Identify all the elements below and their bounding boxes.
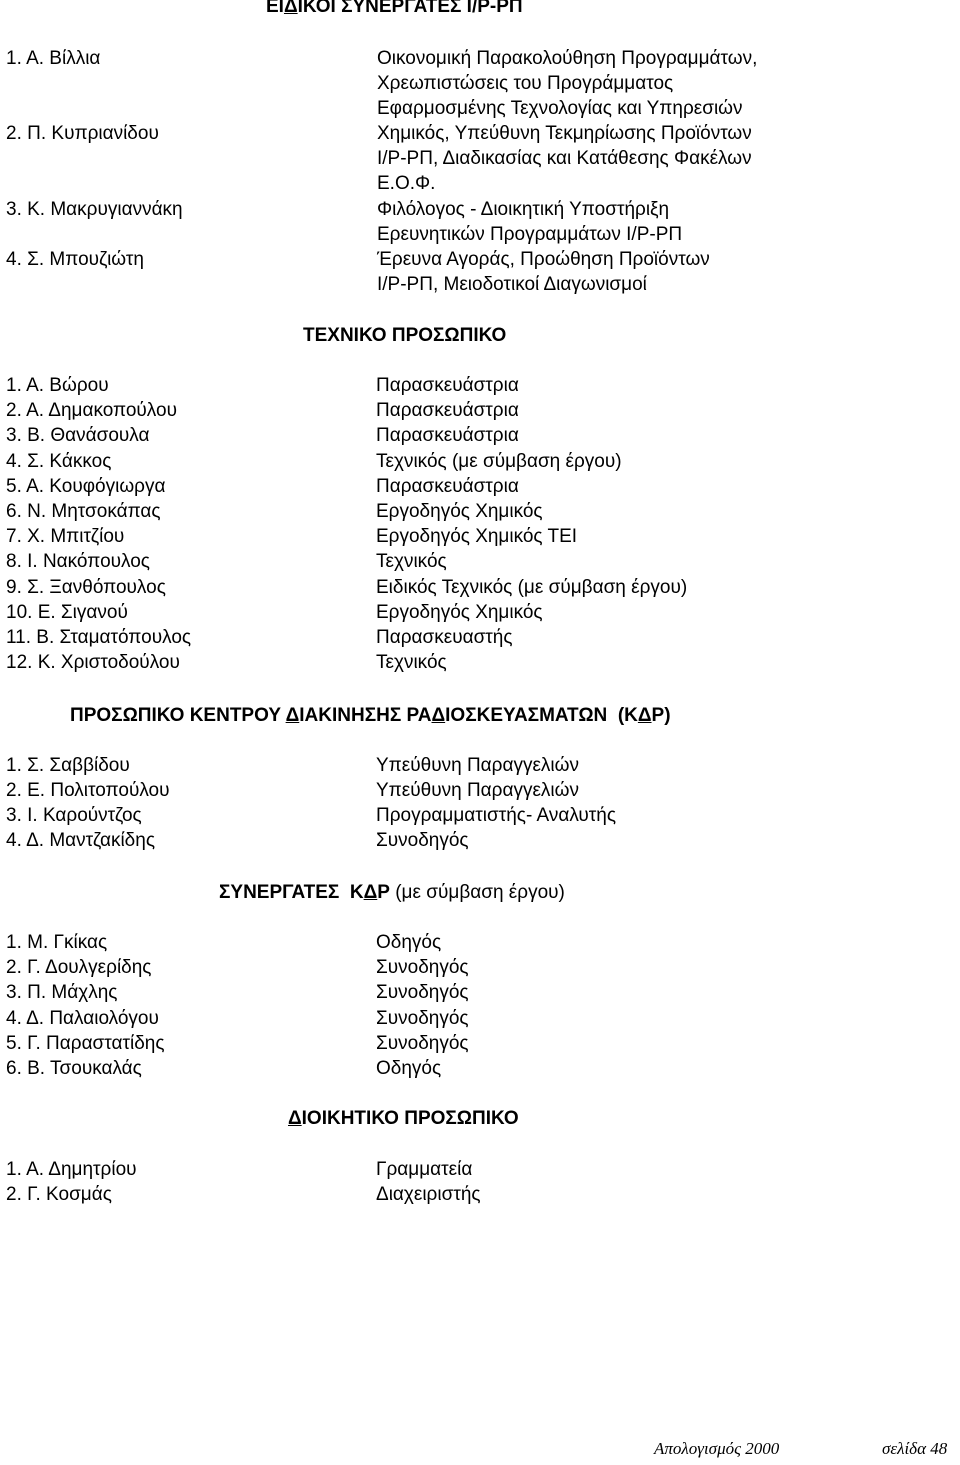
technical-name: 10. Ε. Σιγανού: [6, 601, 128, 623]
technical-role: Παρασκευαστής: [376, 627, 513, 648]
admin-heading: ΔΙΟΙΚΗΤΙΚΟ ΠΡΟΣΩΠΙΚΟ: [288, 1108, 519, 1129]
admin-role: Γραμματεία: [376, 1159, 473, 1180]
kdr-name: 4. Δ. Μαντζακίδης: [6, 830, 155, 851]
collab-name-2: 2. Π. Κυπριανίδου: [6, 123, 159, 144]
collab-name-1: 1. Α. Βίλλια: [6, 48, 101, 69]
collab-role-2b: Ι/Ρ-ΡΠ, Διαδικασίας και Κατάθεσης Φακέλων: [377, 148, 752, 169]
technical-role: Εργοδηγός Χημικός: [376, 501, 543, 522]
partners-role: Συνοδηγός: [376, 982, 469, 1004]
collab-name-4: 4. Σ. Μπουζιώτη: [6, 249, 144, 270]
partners-role: Συνοδηγός: [376, 957, 469, 979]
technical-name: 2. Α. Δημακοπούλου: [6, 400, 177, 422]
technical-name: 4. Σ. Κάκκος: [6, 450, 112, 472]
collab-role-4b: Ι/Ρ-ΡΠ, Μειοδοτικοί Διαγωνισμοί: [377, 274, 647, 295]
partners-heading: ΣΥΝΕΡΓΑΤΕΣ ΚΔΡ (με σύμβαση έργου): [219, 882, 565, 903]
technical-role: Τεχνικός (με σύμβαση έργου): [376, 450, 622, 472]
technical-role: Παρασκευάστρια: [376, 375, 519, 396]
technical-name: 8. Ι. Νακόπουλος: [6, 551, 150, 573]
technical-name: 1. Α. Βώρου: [6, 375, 109, 396]
collab-role-2a: Χημικός, Υπεύθυνη Τεκμηρίωσης Προϊόντων: [377, 123, 752, 144]
page-title: ΕΙΔΙΚΟΙ ΣΥΝΕΡΓΑΤΕΣ Ι/Ρ-ΡΠ: [266, 0, 523, 17]
technical-role: Παρασκευάστρια: [376, 425, 519, 447]
kdr-role: Προγραμματιστής- Αναλυτής: [376, 805, 616, 826]
collab-role-1c: Εφαρμοσμένης Τεχνολογίας και Υπηρεσιών: [377, 98, 743, 119]
technical-name: 5. Α. Κουφόγιωργα: [6, 475, 166, 497]
kdr-name: 1. Σ. Σαββίδου: [6, 755, 130, 776]
technical-role: Τεχνικός: [376, 551, 447, 573]
kdr-role: Υπεύθυνη Παραγγελιών: [376, 755, 579, 776]
technical-role: Παρασκευάστρια: [376, 475, 519, 497]
partners-name: 4. Δ. Παλαιολόγου: [6, 1007, 159, 1029]
kdr-heading: ΠΡΟΣΩΠΙΚΟ ΚΕΝΤΡΟΥ ΔΙΑΚΙΝΗΣΗΣ ΡΑΔΙΟΣΚΕΥΑΣΜΑΤΩΝ (ΚΔΡ): [70, 705, 671, 726]
collab-role-1b: Χρεωπιστώσεις του Προγράμματος: [377, 73, 674, 94]
technical-role: Εργοδηγός Χημικός: [376, 601, 543, 623]
technical-role: Τεχνικός: [376, 652, 447, 674]
technical-role: Παρασκευάστρια: [376, 400, 519, 422]
admin-name: 1. Α. Δημητρίου: [6, 1159, 137, 1180]
partners-role: Οδηγός: [376, 1058, 442, 1079]
collab-role-3b: Ερευνητικών Προγραμμάτων Ι/Ρ-ΡΠ: [377, 224, 683, 245]
partners-name: 3. Π. Μάχλης: [6, 982, 118, 1004]
technical-name: 6. Ν. Μητσοκάπας: [6, 501, 161, 522]
partners-name: 1. Μ. Γκίκας: [6, 932, 108, 953]
technical-name: 9. Σ. Ξανθόπουλος: [6, 576, 166, 598]
technical-name: 11. Β. Σταματόπουλος: [6, 627, 192, 648]
partners-name: 5. Γ. Παραστατίδης: [6, 1032, 165, 1054]
technical-name: 3. Β. Θανάσουλα: [6, 425, 150, 447]
technical-name: 12. Κ. Χριστοδούλου: [6, 652, 180, 674]
technical-role: Εργοδηγός Χημικός ΤΕΙ: [376, 526, 578, 548]
kdr-role: Υπεύθυνη Παραγγελιών: [376, 780, 579, 801]
kdr-name: 2. Ε. Πολιτοπούλου: [6, 780, 170, 801]
partners-role: Οδηγός: [376, 932, 442, 953]
admin-name: 2. Γ. Κοσμάς: [6, 1184, 112, 1205]
partners-name: 2. Γ. Δουλγερίδης: [6, 957, 152, 979]
kdr-role: Συνοδηγός: [376, 830, 469, 851]
collab-role-3a: Φιλόλογος - Διοικητική Υποστήριξη: [377, 199, 670, 220]
footer-report: Απολογισμός 2000: [654, 1439, 780, 1458]
collab-role-4a: Έρευνα Αγοράς, Προώθηση Προϊόντων: [377, 249, 710, 270]
technical-name: 7. Χ. Μπιτζίου: [6, 526, 125, 548]
admin-role: Διαχειριστής: [376, 1184, 481, 1205]
technical-heading: ΤΕΧΝΙΚΟ ΠΡΟΣΩΠΙΚΟ: [303, 325, 507, 346]
collab-role-1a: Οικονομική Παρακολούθηση Προγραμμάτων,: [377, 48, 758, 69]
partners-role: Συνοδηγός: [376, 1032, 469, 1054]
footer-page: σελίδα 48: [882, 1439, 948, 1458]
partners-name: 6. Β. Τσουκαλάς: [6, 1058, 142, 1079]
collab-name-3: 3. Κ. Μακρυγιαννάκη: [6, 199, 183, 220]
partners-role: Συνοδηγός: [376, 1007, 469, 1029]
collab-role-2c: Ε.Ο.Φ.: [377, 173, 436, 194]
kdr-name: 3. Ι. Καρούντζος: [6, 805, 142, 826]
technical-role: Ειδικός Τεχνικός (με σύμβαση έργου): [376, 576, 688, 598]
